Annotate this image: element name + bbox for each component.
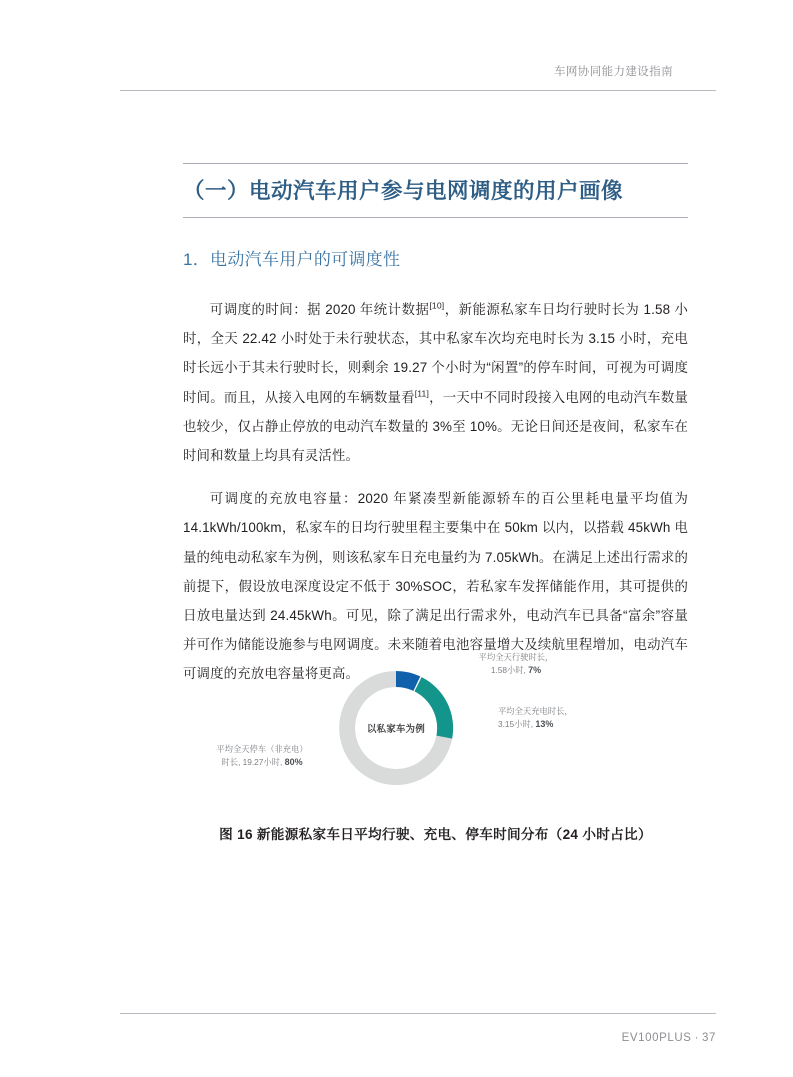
sub-heading: 1．电动汽车用户的可调度性 bbox=[183, 250, 401, 269]
para1-segment-2: ，新能源私家车日均行驶时长为 1.58 小时，全天 22.42 小时处于未行驶状态，其中私家车次均充电时长为 3.15 小时，充电时长远小于其未行驶时长，则剩余 19.27 个小时为“闲置”的停车时间，可视为可调度时间。而且，从接入电网的车辆数量看 bbox=[183, 302, 688, 405]
donut-label-parking-pct: 80% bbox=[284, 757, 303, 768]
donut-label-parking-value: 时长, 19.27小时, bbox=[221, 757, 285, 768]
donut-label-charging-pct: 13% bbox=[535, 719, 554, 730]
para1-segment-1: 可调度的时间：据 2020 年统计数据 bbox=[209, 302, 430, 317]
running-header bbox=[120, 62, 673, 86]
donut-label-driving-line2 bbox=[456, 664, 576, 677]
footnote-ref-10: [10] bbox=[429, 300, 445, 311]
footnote-ref-11: [11] bbox=[414, 388, 430, 399]
donut-label-parking bbox=[196, 743, 328, 770]
footer-brand: EV100PLUS bbox=[621, 1032, 692, 1044]
header-divider bbox=[120, 90, 716, 91]
paragraph-dispatchable-time bbox=[183, 295, 688, 470]
para1-segment-3: ，一天中不同时段接入电网的电动汽车数量也较少，仅占静止停放的电动汽车数量的 3%至 10%。无论日间还是夜间，私家车在时间和数量上均具有灵活性。 bbox=[183, 389, 688, 464]
donut-label-parking-line1: 平均全天停车（非充电） bbox=[216, 744, 308, 754]
footer-separator: · bbox=[694, 1032, 699, 1044]
donut-label-charging-line2 bbox=[498, 718, 633, 731]
paragraph-dispatchable-capacity: 可调度的充放电容量：2020 年紧凑型新能源轿车的百公里耗电量平均值为 14.1kWh/100km，私家车的日均行驶里程主要集中在 50km 以内，以搭载 45kWh 电量的纯电动私家车为例，则该私家车日充电量约为 7.05kWh。在满足上述出行需求的前提下，假设放电深度设定不低于 30%SOC，若私家车发挥储能作用，其可提供的日放电量达到 24.45kWh。可见，除了满足出行需求外，电动汽车已具备“富余”容量并可作为储能设施参与电网调度。未来随着电池容量增大及续航里程增加，电动汽车可调度的充放电容量将更高。 bbox=[183, 491, 688, 682]
donut-label-driving-line1: 平均全天行驶时长， bbox=[478, 652, 554, 662]
donut-label-charging bbox=[498, 705, 633, 732]
donut-label-driving bbox=[456, 651, 576, 678]
donut-label-charging-line1: 平均全天充电时长， bbox=[498, 706, 573, 716]
donut-label-driving-value: 1.58小时, bbox=[490, 665, 529, 676]
footer-divider bbox=[120, 1013, 716, 1014]
section-heading: （一）电动汽车用户参与电网调度的用户画像 bbox=[183, 179, 624, 203]
footer-page-number: 37 bbox=[702, 1032, 716, 1044]
donut-label-driving-pct: 7% bbox=[528, 665, 542, 676]
heading-rule-bottom bbox=[183, 217, 688, 218]
running-header-title: 车网协同能力建设指南 bbox=[554, 66, 673, 78]
section-heading-block bbox=[183, 163, 688, 218]
figure-16-donut-chart bbox=[183, 643, 688, 813]
page-footer bbox=[120, 1032, 716, 1044]
donut-label-charging-value: 3.15小时, bbox=[498, 719, 536, 730]
donut-label-parking-line2 bbox=[196, 756, 328, 769]
body-content bbox=[183, 295, 688, 689]
figure-caption: 图 16 新能源私家车日平均行驶、充电、停车时间分布（24 小时占比） bbox=[219, 827, 652, 842]
donut-center-label: 以私家车为例 bbox=[366, 723, 426, 734]
